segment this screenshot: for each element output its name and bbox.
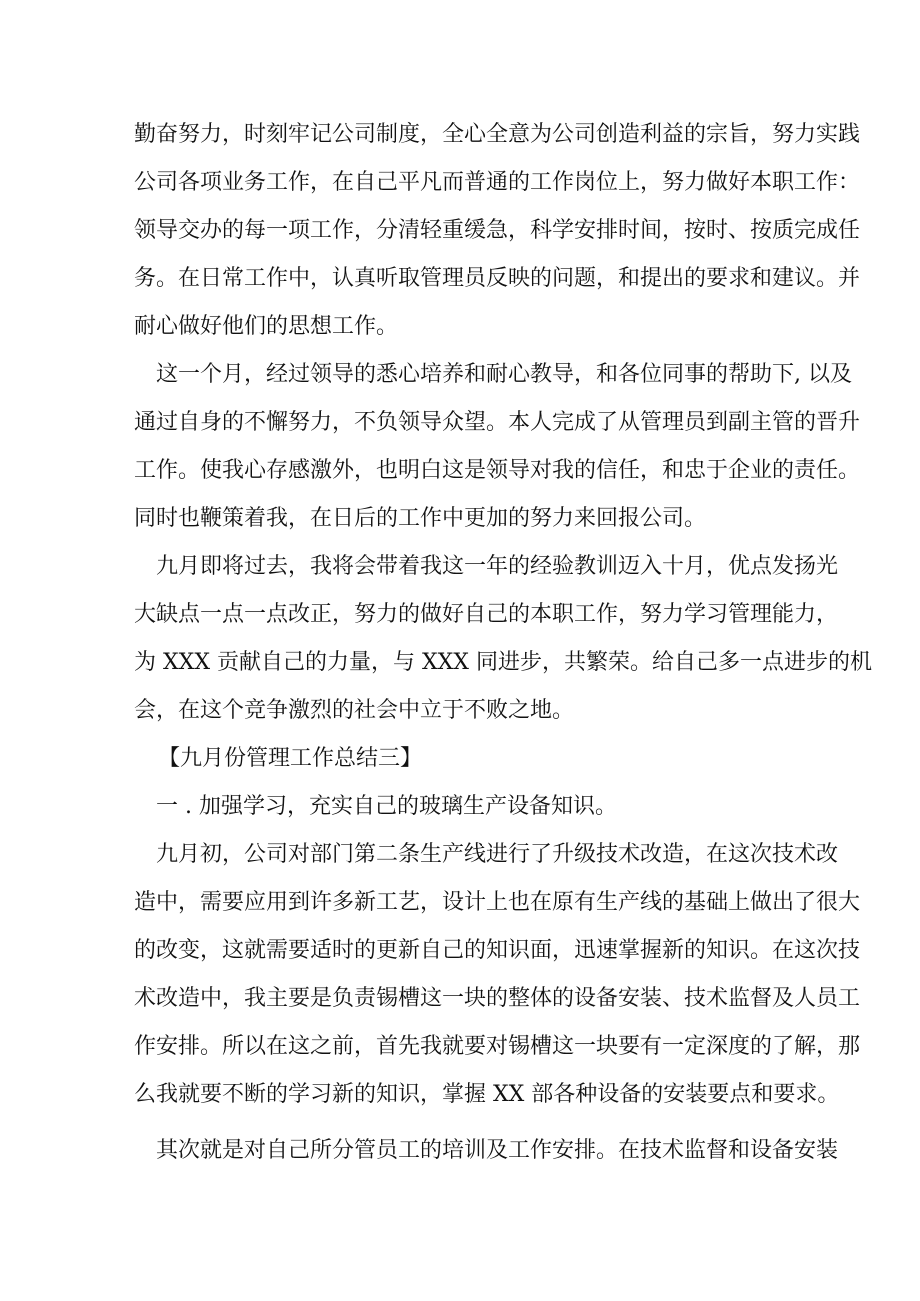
text-line: 勤奋努力，时刻牢记公司制度，全心全意为公司创造利益的宗旨，努力实践	[134, 122, 861, 147]
text-line: 这一个月，经过领导的悉心培养和耐心教导，和各位同事的帮助下, 以及	[156, 362, 852, 387]
text-line: 作安排。所以在这之前，首先我就要对锡槽这一块要有一定深度的了解，那	[134, 1034, 861, 1059]
text-line: 么我就要不断的学习新的知识，掌握 XX 部各种设备的安装要点和要求。	[134, 1082, 840, 1107]
text-line: 九月初，公司对部门第二条生产线进行了升级技术改造，在这次技术改	[156, 842, 839, 867]
text-line: 工作。使我心存感激外，也明白这是领导对我的信任，和忠于企业的责任。	[134, 458, 861, 483]
text-line: 大缺点一点一点改正，努力的做好自己的本职工作，努力学习管理能力，	[134, 602, 839, 627]
text-line: 公司各项业务工作，在自己平凡而普通的工作岗位上，努力做好本职工作：	[134, 170, 861, 195]
text-line: 务。在日常工作中，认真听取管理员反映的问题，和提出的要求和建议。并	[134, 266, 861, 291]
text-line: 通过自身的不懈努力，不负领导众望。本人完成了从管理员到副主管的晋升	[134, 410, 861, 435]
text-line: 领导交办的每一项工作，分清轻重缓急，科学安排时间，按时、按质完成任	[134, 218, 861, 243]
text-line: 术改造中，我主要是负责锡槽这一块的整体的设备安装、技术监督及人员工	[134, 986, 861, 1011]
text-line: 造中，需要应用到许多新工艺，设计上也在原有生产线的基础上做出了很大	[134, 890, 861, 915]
text-line: 耐心做好他们的思想工作。	[134, 314, 399, 339]
text-line: 同时也鞭策着我，在日后的工作中更加的努力来回报公司。	[134, 506, 707, 531]
subsection-heading: 一 . 加强学习，充实自己的玻璃生产设备知识。	[156, 794, 617, 819]
text-line: 其次就是对自己所分管员工的培训及工作安排。在技术监督和设备安装	[156, 1138, 839, 1163]
text-line: 为 XXX 贡献自己的力量，与 XXX 同进步，共繁荣。给自己多一点进步的机	[134, 650, 872, 675]
text-line: 的改变，这就需要适时的更新自己的知识面，迅速掌握新的知识。在这次技	[134, 938, 861, 963]
text-line: 会，在这个竞争激烈的社会中立于不败之地。	[134, 698, 575, 723]
text-line: 九月即将过去，我将会带着我这一年的经验教训迈入十月，优点发扬光	[156, 554, 839, 579]
section-heading: 【九月份管理工作总结三】	[158, 746, 423, 771]
